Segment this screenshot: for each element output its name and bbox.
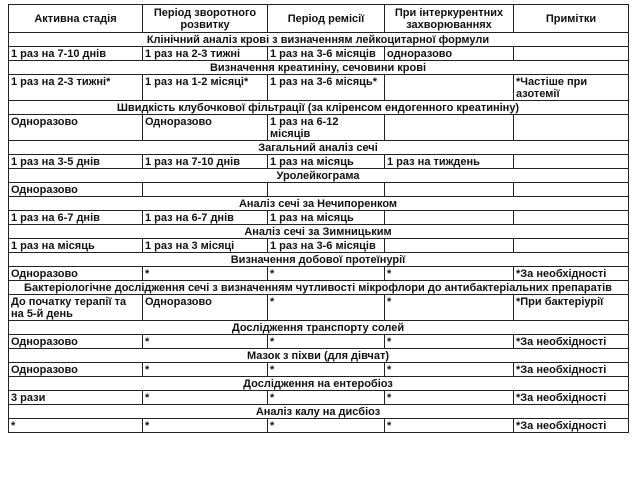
regression-cell: 1 раз на 2-3 тижні [143,47,268,61]
section-title-row [9,349,629,363]
section-title-row [9,281,629,295]
section-title: Клінічний аналіз крові з визначенням лейкоцитарної формули [9,33,629,47]
schedule-row [9,363,629,377]
regression-cell: * [143,391,268,405]
header-active-stage: Активна стадія [9,5,143,33]
schedule-row [9,115,629,141]
intercurrent-cell: * [385,363,514,377]
notes-cell [514,239,629,253]
intercurrent-cell: * [385,267,514,281]
schedule-row [9,239,629,253]
remission-cell: * [268,295,385,321]
section-title-row [9,169,629,183]
section-title: Визначення добової протеїнурії [9,253,629,267]
remission-cell: * [268,335,385,349]
section-title: Аналіз сечі за Зимницьким [9,225,629,239]
intercurrent-cell: * [385,419,514,433]
active-stage-cell: 1 раз на 3-5 днів [9,155,143,169]
active-stage-cell: Одноразово [9,183,143,197]
active-stage-cell: До початку терапії та на 5-й день [9,295,143,321]
remission-cell: * [268,267,385,281]
intercurrent-cell: одноразово [385,47,514,61]
schedule-row [9,391,629,405]
schedule-row [9,419,629,433]
section-title: Визначення креатиніну, сечовини крові [9,61,629,75]
regression-cell: 1 раз на 7-10 днів [143,155,268,169]
active-stage-cell: Одноразово [9,363,143,377]
header-notes: Примітки [514,5,629,33]
section-title-row [9,141,629,155]
remission-cell: * [268,363,385,377]
regression-cell: * [143,335,268,349]
intercurrent-cell: * [385,295,514,321]
regression-cell: * [143,267,268,281]
monitoring-schedule-table [8,4,629,433]
section-title: Дослідження на ентеробіоз [9,377,629,391]
regression-cell: 1 раз на 1-2 місяці* [143,75,268,101]
section-title-row [9,225,629,239]
intercurrent-cell [385,183,514,197]
remission-cell: 1 раз на місяць [268,211,385,225]
schedule-row [9,211,629,225]
section-title-row [9,377,629,391]
schedule-row [9,335,629,349]
header-remission-period: Період ремісії [268,5,385,33]
regression-cell: 1 раз на 3 місяці [143,239,268,253]
notes-cell [514,211,629,225]
section-title: Загальний аналіз сечі [9,141,629,155]
section-title: Уролейкограма [9,169,629,183]
active-stage-cell: Одноразово [9,115,143,141]
remission-cell: 1 раз на місяць [268,155,385,169]
notes-cell: *За необхідності [514,391,629,405]
header-intercurrent-diseases: При інтеркурентних захворюваннях [385,5,514,33]
section-title-row [9,61,629,75]
active-stage-cell: 1 раз на 7-10 днів [9,47,143,61]
intercurrent-cell [385,211,514,225]
intercurrent-cell: 1 раз на тиждень [385,155,514,169]
notes-cell: *Частіше при азотемії [514,75,629,101]
notes-cell [514,155,629,169]
remission-cell [268,183,385,197]
remission-cell: 1 раз на 3-6 місяців [268,239,385,253]
header-row [9,5,629,33]
intercurrent-cell [385,239,514,253]
remission-cell: 1 раз на 3-6 місяців [268,47,385,61]
intercurrent-cell: * [385,335,514,349]
section-title: Бактеріологічне дослідження сечі з визначенням чутливості мікрофлори до антибактеріальних препаратів [9,281,629,295]
section-title-row [9,197,629,211]
remission-cell: * [268,391,385,405]
notes-cell [514,47,629,61]
schedule-row [9,75,629,101]
regression-cell: * [143,363,268,377]
intercurrent-cell: * [385,391,514,405]
section-title: Аналіз сечі за Нечипоренком [9,197,629,211]
section-title-row [9,253,629,267]
remission-cell: * [268,419,385,433]
active-stage-cell: 3 рази [9,391,143,405]
remission-cell: 1 раз на 3-6 місяць* [268,75,385,101]
notes-cell: *При бактеріурії [514,295,629,321]
table-header [9,5,629,33]
regression-cell: Одноразово [143,295,268,321]
notes-cell [514,183,629,197]
regression-cell: 1 раз на 6-7 днів [143,211,268,225]
schedule-row [9,295,629,321]
notes-cell: *За необхідності [514,335,629,349]
notes-cell [514,115,629,141]
active-stage-cell: 1 раз на 6-7 днів [9,211,143,225]
intercurrent-cell [385,115,514,141]
section-title: Дослідження транспорту солей [9,321,629,335]
section-title-row [9,33,629,47]
active-stage-cell: * [9,419,143,433]
header-regression-period: Період зворотного розвитку [143,5,268,33]
schedule-row [9,183,629,197]
section-title-row [9,321,629,335]
active-stage-cell: Одноразово [9,335,143,349]
section-title-row [9,405,629,419]
regression-cell: Одноразово [143,115,268,141]
section-title: Аналіз калу на дисбіоз [9,405,629,419]
remission-cell: 1 раз на 6-12 місяців [268,115,385,141]
active-stage-cell: 1 раз на місяць [9,239,143,253]
notes-cell: *За необхідності [514,419,629,433]
schedule-row [9,47,629,61]
schedule-row [9,155,629,169]
section-title: Швидкість клубочкової фільтрації (за кліренсом ендогенного креатиніну) [9,101,629,115]
table-body [9,33,629,433]
active-stage-cell: Одноразово [9,267,143,281]
notes-cell: *За необхідності [514,267,629,281]
intercurrent-cell [385,75,514,101]
section-title: Мазок з піхви (для дівчат) [9,349,629,363]
schedule-row [9,267,629,281]
notes-cell: *За необхідності [514,363,629,377]
regression-cell: * [143,419,268,433]
active-stage-cell: 1 раз на 2-3 тижні* [9,75,143,101]
regression-cell [143,183,268,197]
section-title-row [9,101,629,115]
